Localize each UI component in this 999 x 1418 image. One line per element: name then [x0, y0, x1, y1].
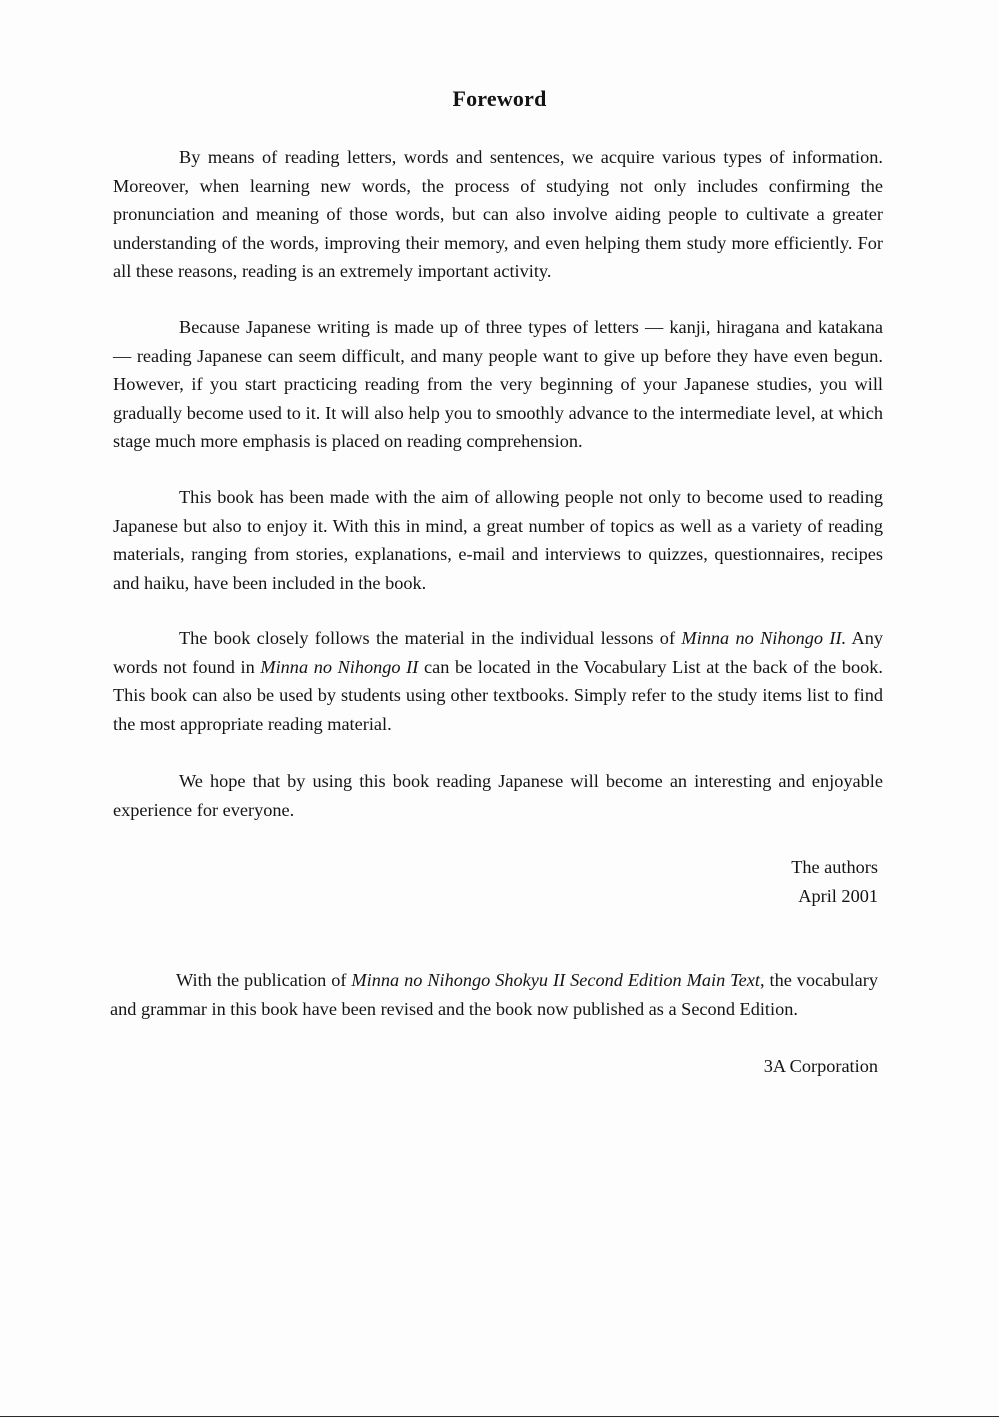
page-title: Foreword: [452, 86, 547, 111]
signature-date: April 2001: [798, 885, 878, 906]
book-title: Minna no Nihongo Shokyu II Second Edition Main Text: [351, 970, 760, 990]
text-run: can be located in the Vocabulary List at the back of the book. This book can also be used by students using other textbooks. Simply refer to the study items list to find the most appropriate reading material.: [113, 656, 883, 734]
book-title: Minna no Nihongo II.: [681, 628, 847, 648]
paragraph-second-edition: [110, 966, 878, 1023]
paragraph-japanese-writing: Because Japanese writing is made up of three types of letters — kanji, hiragana and katakana — reading Japanese can seem difficult, and many people want to give up before they have even begun. However, if you start practicing reading from the very beginning of your Japanese studies, you will gradually become used to it. It will also help you to smoothly advance to the intermediate level, at which stage much more emphasis is placed on reading comprehension.: [113, 317, 883, 452]
text-run: Any words not found in: [113, 628, 883, 677]
text-run: , the vocabulary and grammar in this book have been revised and the book now published as a Second Edition.: [110, 970, 878, 1019]
book-title: Minna no Nihongo II: [260, 656, 419, 677]
paragraph-book-aim: This book has been made with the aim of allowing people not only to become used to reading Japanese but also to enjoy it. With this in mind, a great number of topics as well as a variety of reading materials, ranging from stories, explanations, e-mail and interviews to quizzes, questionnaires, recipes and haiku, have been included in the book.: [113, 487, 883, 593]
text-run: With the publication of: [176, 970, 352, 990]
page-bottom-edge: [0, 1416, 999, 1417]
paragraph-book-usage: [113, 624, 883, 738]
text-run: The book closely follows the material in the individual lessons of: [179, 628, 682, 648]
paragraph-closing-hope: We hope that by using this book reading Japanese will become an interesting and enjoyable experience for everyone.: [113, 771, 883, 820]
paragraph-reading-importance: By means of reading letters, words and sentences, we acquire various types of information. Moreover, when learning new words, the process of studying not only includes confirming the pronunciation and meaning of those words, but can also involve aiding people to cultivate a greater understanding of the words, improving their memory, and even helping them study more efficiently. For all these reasons, reading is an extremely important activity.: [113, 147, 883, 282]
signature-authors: The authors: [791, 857, 878, 877]
publisher-signature: 3A Corporation: [763, 1056, 878, 1076]
authors-signature: [791, 853, 878, 910]
